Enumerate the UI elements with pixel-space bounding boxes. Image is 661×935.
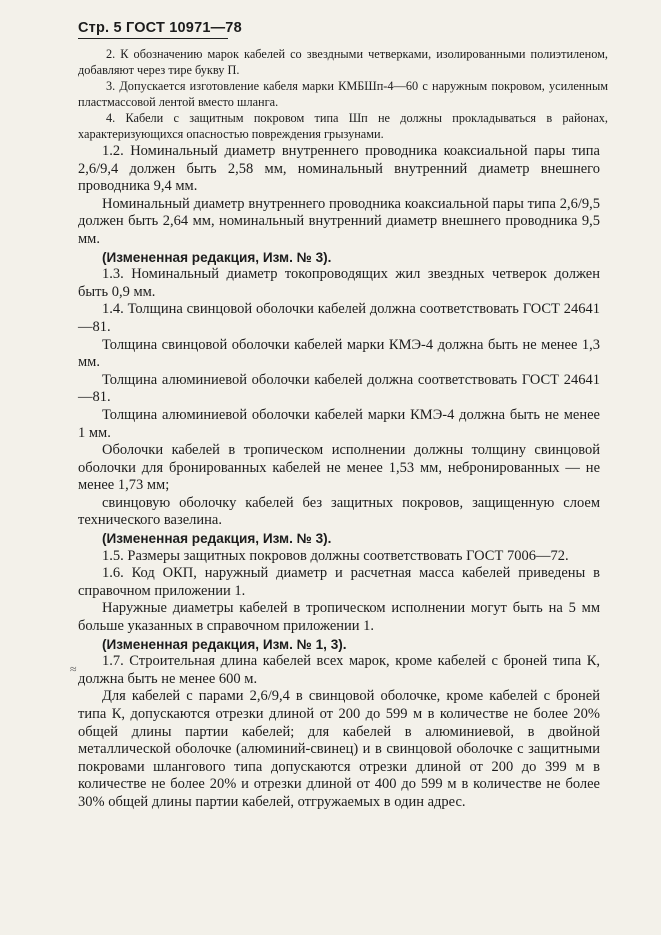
notes-block: [78, 46, 608, 142]
paragraph-1-4: 1.4. Толщина свинцовой оболочки кабелей должна соответствовать ГОСТ 24641—81.: [78, 301, 600, 335]
paragraph-1-4-b: Толщина свинцовой оболочки кабелей марки КМЭ-4 должна быть не менее 1,3 мм.: [78, 336, 600, 371]
paragraph-1-3: 1.3. Номинальный диаметр токопроводящих жил звездных четверок должен быть 0,9 мм.: [78, 266, 600, 300]
paragraph-1-2: 1.2. Номинальный диаметр внутреннего проводника коаксиальной пары типа 2,6/9,4 должен быть 2,58 мм, номинальный внутренний диаметр внешнего проводника 9,4 мм.: [78, 143, 600, 195]
edit-note: (Измененная редакция, Изм. № 1, 3).: [102, 636, 347, 652]
paragraph-1-4-f: свинцовую оболочку кабелей без защитных покровов, защищенную слоем технического вазелина.: [78, 494, 600, 529]
paragraph-1-7: 1.7. Строительная длина кабелей всех марок, кроме кабелей с броней типа К, должна быть не менее 600 м.: [78, 653, 600, 687]
paragraph-1-5: 1.5. Размеры защитных покровов должны соответствовать ГОСТ 7006—72.: [102, 547, 569, 564]
page-header: Стр. 5 ГОСТ 10971—78: [78, 20, 242, 36]
paragraph-1-6: 1.6. Код ОКП, наружный диаметр и расчетная масса кабелей приведены в справочном приложении 1.: [78, 565, 600, 599]
note-2: 2. К обозначению марок кабелей со звездными четверками, изолированными полиэтиленом, добавляют через тире букву П.: [78, 47, 608, 77]
note-4: 4. Кабели с защитным покровом типа Шп не должны прокладываться в районах, характеризующихся опасностью повреждения грызунами.: [78, 111, 608, 141]
paragraph-1-6-b: Наружные диаметры кабелей в тропическом исполнении могут быть на 5 мм больше указанных в справочном приложении 1.: [78, 600, 600, 635]
body-text: [78, 143, 600, 812]
note-3: 3. Допускается изготовление кабеля марки КМБШп-4—60 с наружным покровом, усиленным пластмассовой лентой вместо шланга.: [78, 79, 608, 109]
paragraph-1-4-e: Оболочки кабелей в тропическом исполнении должны толщину свинцовой оболочки для бронированных кабелей не менее 1,53 мм, небронированных — не менее 1,73 мм;: [78, 442, 600, 494]
paragraph-1-4-c: Толщина алюминиевой оболочки кабелей должна соответствовать ГОСТ 24641—81.: [78, 371, 600, 406]
edit-note: (Измененная редакция, Изм. № 3).: [102, 531, 332, 547]
paragraph-1-7-b: Для кабелей с парами 2,6/9,4 в свинцовой оболочке, кроме кабелей с броней типа К, допускаются отрезки длиной от 200 до 599 м в количестве не более 20% общей длины партии кабелей; для кабелей в алюминиевой, в двойной металлической оболочке (алюминий-свинец) и в свинцовой оболочке с защитными покровами шлангового типа допускаются отрезки длиной от 200 до 399 м в количестве не более 20% и отрезки длиной от 400 до 599 м в количестве не более 30% общей длины партии кабелей, отгружаемых в один адрес.: [78, 688, 600, 810]
header-rule: [78, 38, 228, 39]
paragraph-1-2-b: Номинальный диаметр внутреннего проводника коаксиальной пары типа 2,6/9,5 должен быть 2,64 мм, номинальный внутренний диаметр внешнего проводника 9,5 мм.: [78, 195, 600, 247]
margin-mark: ≈: [70, 662, 77, 676]
edit-note: (Измененная редакция, Изм. № 3).: [102, 249, 332, 265]
paragraph-1-4-d: Толщина алюминиевой оболочки кабелей марки КМЭ-4 должна быть не менее 1 мм.: [78, 406, 600, 441]
